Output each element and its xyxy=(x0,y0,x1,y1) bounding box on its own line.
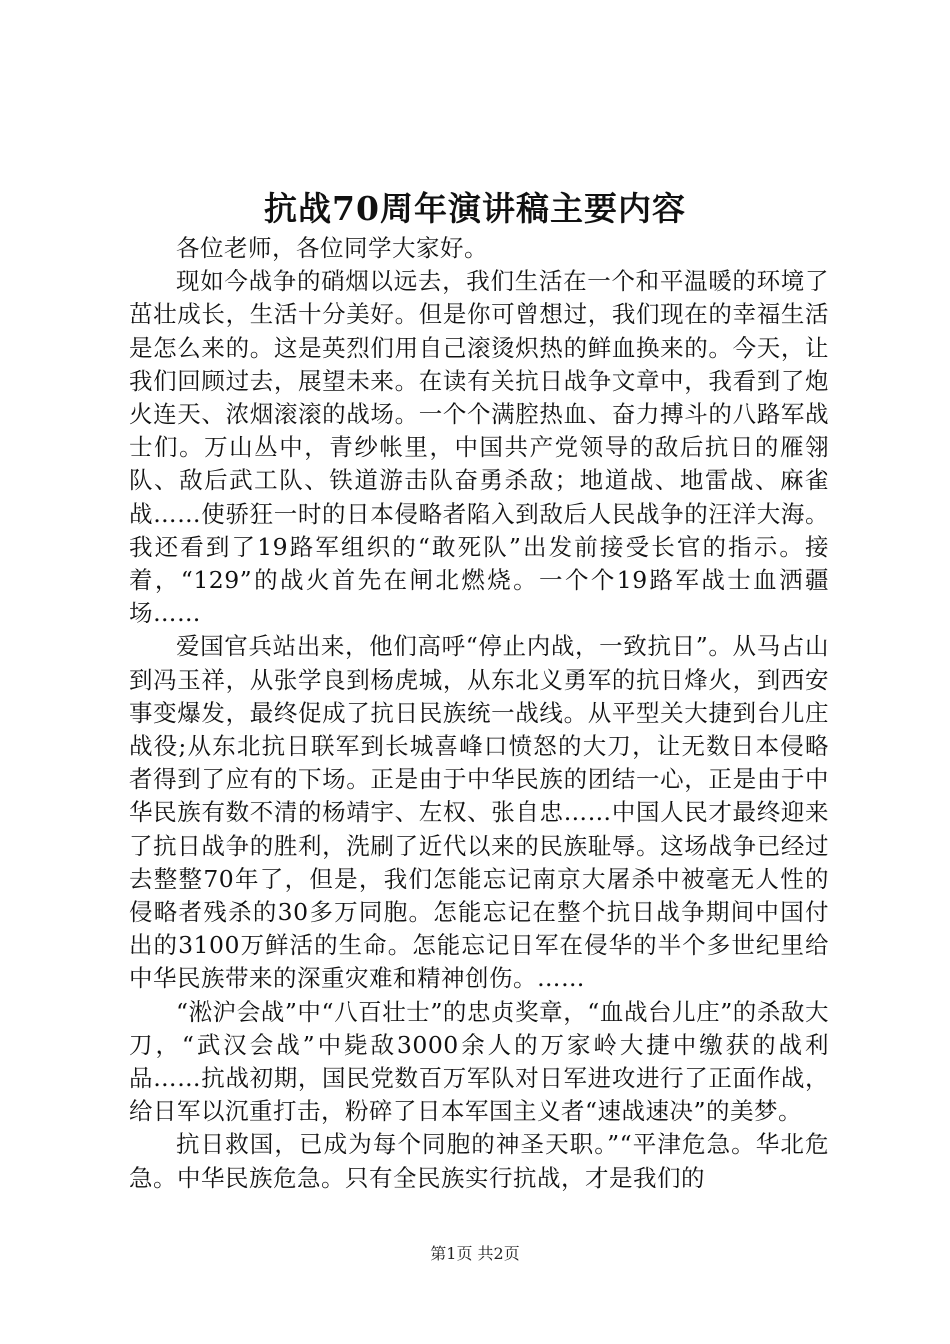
paragraph-greeting: 各位老师，各位同学大家好。 xyxy=(176,234,488,262)
paragraph-2: 爱国官兵站出来，他们高呼“停止内战，一致抗日”。从马占山到冯玉祥，从张学良到杨虎城，从东北义勇军的抗日烽火，到西安事变爆发，最终促成了抗日民族统一战线。从平型关大捷到台儿庄战役;从东北抗日联军到长城喜峰口愤怒的大刀，让无数日本侵略者得到了应有的下场。正是由于中华民族的团结一心，正是由于中华民族有数不清的杨靖宇、左权、张自忠……中国人民才最终迎来了抗日战争的胜利，洗刷了近代以来的民族耻辱。这场战争已经过去整整70年了，但是，我们怎能忘记南京大屠杀中被毫无人性的侵略者残杀的30多万同胞。怎能忘记在整个抗日战争期间中国付出的3100万鲜活的生命。怎能忘记日军在侵华的半个多世纪里给中华民族带来的深重灾难和精神创伤。…… xyxy=(129,632,829,993)
page-title: 抗战70周年演讲稿主要内容 xyxy=(264,189,686,228)
paragraph-1: 现如今战争的硝烟以远去，我们生活在一个和平温暖的环境了茁壮成长，生活十分美好。但是你可曾想过，我们现在的幸福生活是怎么来的。这是英烈们用自己滚烫炽热的鲜血换来的。今天，让我们回顾过去，展望未来。在读有关抗日战争文章中，我看到了炮火连天、浓烟滚滚的战场。一个个满腔热血、奋力搏斗的八路军战士们。万山丛中，青纱帐里，中国共产党领导的敌后抗日的雁翎队、敌后武工队、铁道游击队奋勇杀敌；地道战、地雷战、麻雀战……使骄狂一时的日本侵略者陷入到敌后人民战争的汪洋大海。我还看到了19路军组织的“敢死队”出发前接受长官的指示。接着，“129”的战火首先在闸北燃烧。一个个19路军战士血洒疆场…… xyxy=(129,267,829,628)
document-body xyxy=(129,232,829,1195)
page-footer: 第1页 共2页 xyxy=(430,1244,520,1263)
paragraph-4: 抗日救国，已成为每个同胞的神圣天职。”“平津危急。华北危急。中华民族危急。只有全民族实行抗战，才是我们的 xyxy=(129,1130,829,1192)
paragraph-3: “淞沪会战”中“八百壮士”的忠贞奖章，“血战台儿庄”的杀敌大刀，“武汉会战”中毙敌3000余人的万家岭大捷中缴获的战利品……抗战初期，国民党数百万军队对日军进攻进行了正面作战，给日军以沉重打击，粉碎了日本军国主义者“速战速决”的美梦。 xyxy=(129,997,829,1126)
